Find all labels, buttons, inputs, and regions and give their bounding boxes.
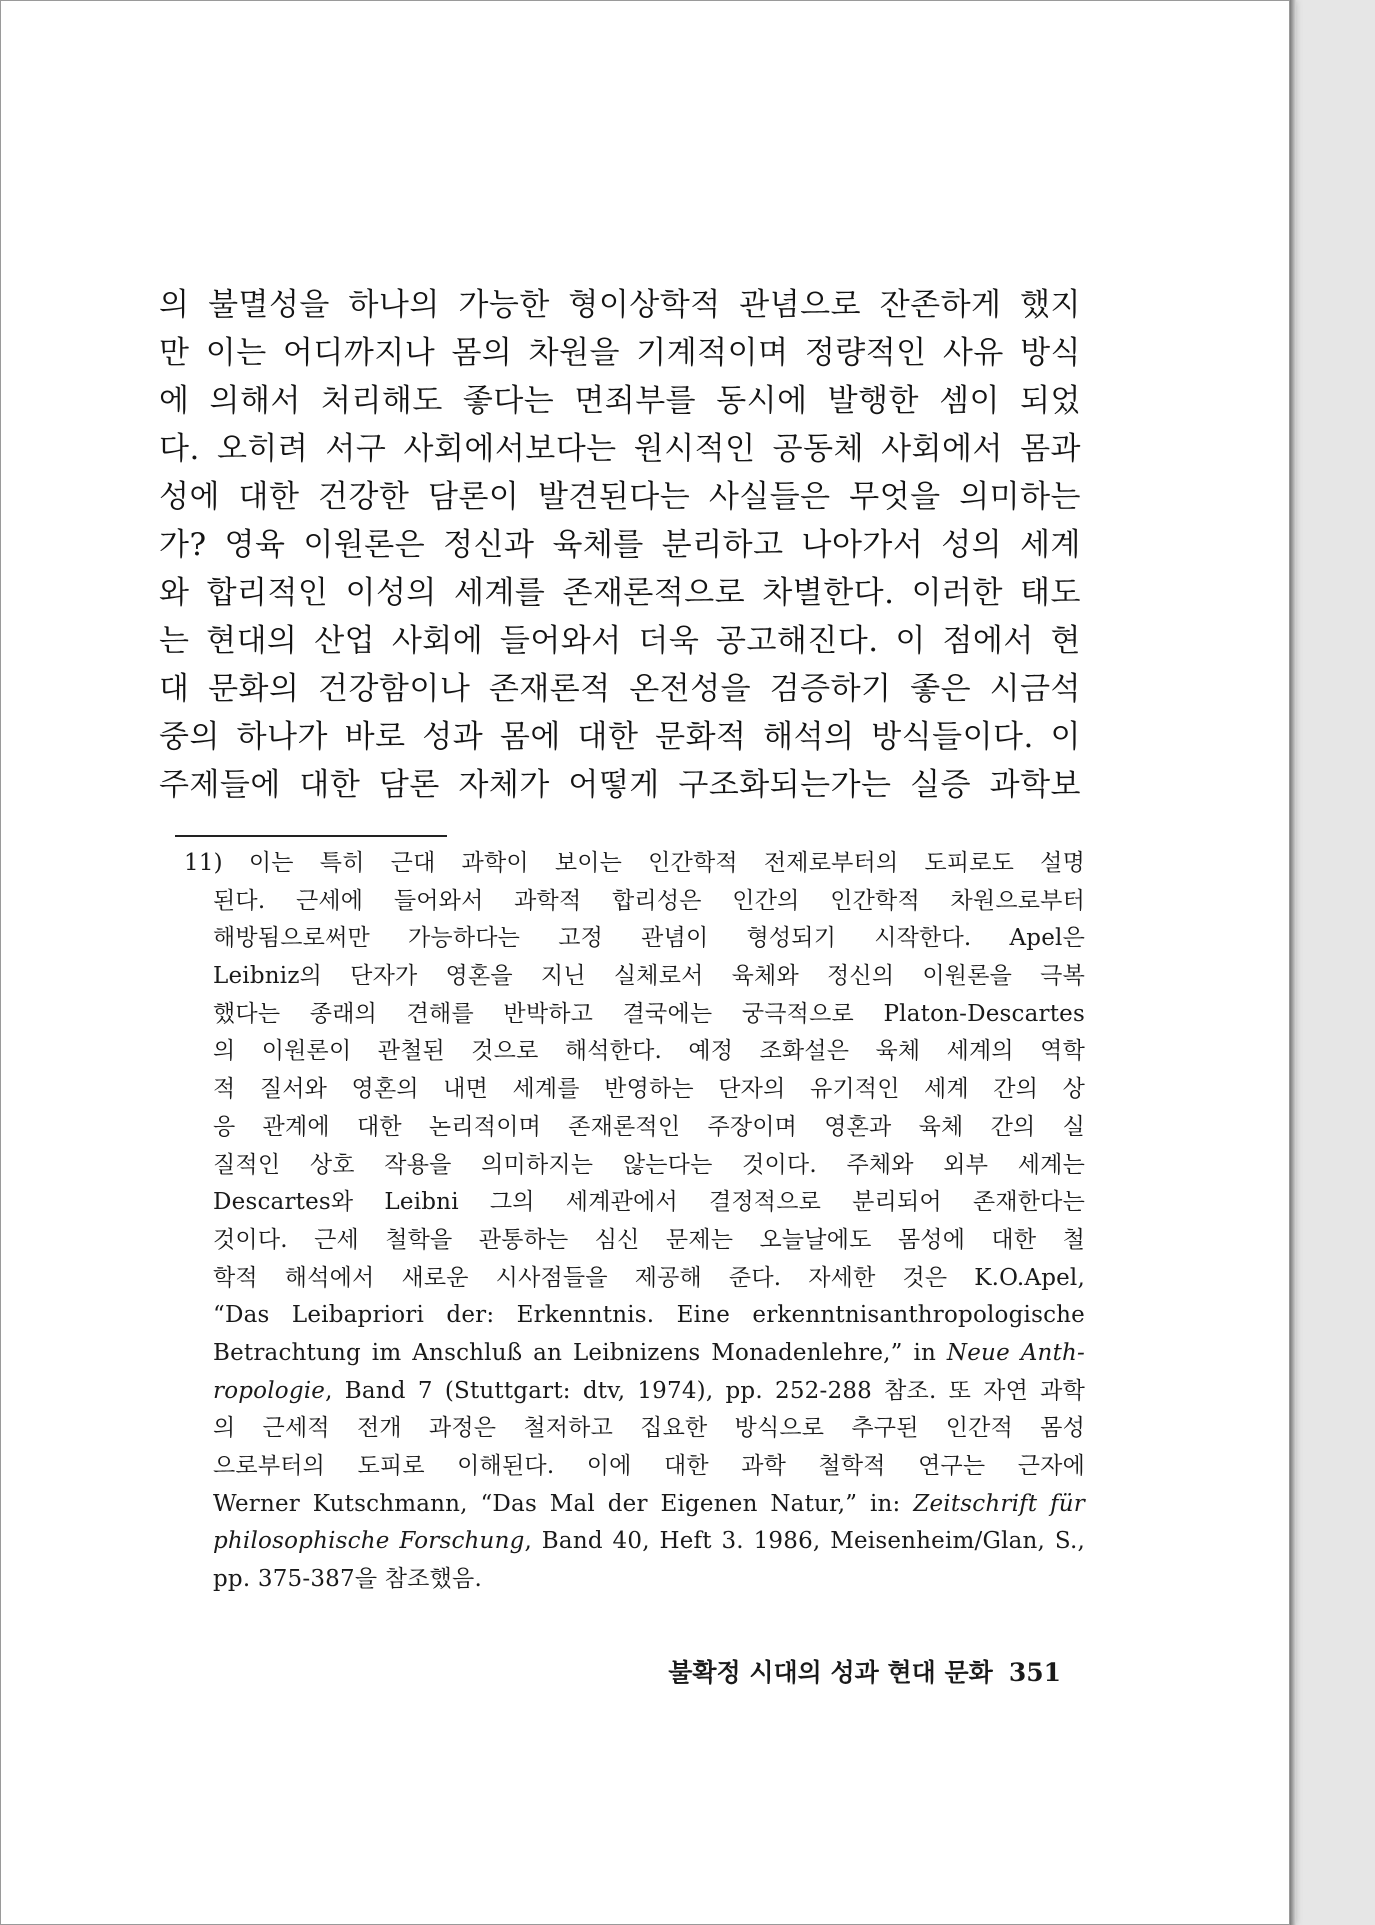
footnote-line: 11) 이는 특히 근대 과학이 보이는 인간학적 전제로부터의 도피로도 설명 <box>184 850 1085 876</box>
footnote-line: 의 근세적 전개 과정은 철저하고 집요한 방식으로 추구된 인간적 몸성 <box>213 1415 1085 1442</box>
footnote-line: pp. 375-387을 참조했음. <box>213 1566 482 1593</box>
footnote-text: , Band 40, Heft 3. 1986, Meisenheim/Glan, S., <box>524 1528 1085 1555</box>
body-line: 에 의해서 처리해도 좋다는 면죄부를 동시에 발행한 셈이 되었 <box>159 383 1081 419</box>
footnote-line <box>185 1335 1085 1373</box>
footnote-line: Descartes와 Leibni 그의 세계관에서 결정적으로 분리되어 존재한다는 <box>213 1189 1085 1216</box>
running-title: 불확정 시대의 성과 현대 문화 <box>668 1658 993 1687</box>
footnote-line <box>185 1373 1085 1411</box>
journal-title-italic: Zeitschrift für <box>913 1490 1085 1517</box>
footnote-text: , Band 7 (Stuttgart: dtv, 1974), pp. 252-288 참조. 또 자연 과학 <box>325 1377 1085 1404</box>
page-number: 351 <box>1008 1658 1061 1687</box>
body-line: 와 합리적인 이성의 세계를 존재론적으로 차별한다. 이러한 태도 <box>159 575 1081 611</box>
footnote-line: 으로부터의 도피로 이해된다. 이에 대한 과학 철학적 연구는 근자에 <box>213 1453 1085 1479</box>
footnote-line: 의 이원론이 관철된 것으로 해석한다. 예정 조화설은 육체 세계의 역학 <box>213 1038 1085 1065</box>
footnote-line <box>185 1523 1085 1561</box>
footnote-line <box>185 1486 1085 1524</box>
body-line: 는 현대의 산업 사회에 들어와서 더욱 공고해진다. 이 점에서 현 <box>159 623 1081 659</box>
footnote-line: “Das Leibapriori der: Erkenntnis. Eine erkenntnisanthropologische <box>213 1302 1085 1329</box>
footnote-text: Betrachtung im Anschluß an Leibnizens Monadenlehre,” in <box>213 1339 937 1366</box>
page-edge-shadow <box>1290 0 1296 1925</box>
footnote-line: 적 질서와 영혼의 내면 세계를 반영하는 단자의 유기적인 세계 간의 상 <box>213 1076 1085 1103</box>
body-line: 대 문화의 건강함이나 존재론적 온전성을 검증하기 좋은 시금석 <box>159 671 1081 707</box>
footnote-divider <box>175 835 447 837</box>
footnote-line: 질적인 상호 작용을 의미하지는 않는다는 것이다. 주체와 외부 세계는 <box>213 1151 1085 1178</box>
footnote-line: 된다. 근세에 들어와서 과학적 합리성은 인간의 인간학적 차원으로부터 <box>213 887 1085 914</box>
body-line: 주제들에 대한 담론 자체가 어떻게 구조화되는가는 실증 과학보 <box>159 767 1081 803</box>
body-line: 다. 오히려 서구 사회에서보다는 원시적인 공동체 사회에서 몸과 <box>159 431 1081 467</box>
footnote-text: Werner Kutschmann, “Das Mal der Eigenen Natur,” in: <box>213 1490 901 1517</box>
footnote-line: 해방됨으로써만 가능하다는 고정 관념이 형성되기 시작한다. Apel은 <box>213 925 1085 952</box>
body-line: 만 이는 어디까지나 몸의 차원을 기계적이며 정량적인 사유 방식 <box>159 335 1081 371</box>
journal-title-italic: ropologie <box>213 1377 326 1404</box>
footnote-line: Leibniz의 단자가 영혼을 지닌 실체로서 육체와 정신의 이원론을 극복 <box>213 963 1085 990</box>
body-paragraph <box>159 281 1081 809</box>
footnote-line: 것이다. 근세 철학을 관통하는 심신 문제는 오늘날에도 몸성에 대한 철 <box>213 1226 1085 1253</box>
footnote-line: 응 관계에 대한 논리적이며 존재론적인 주장이며 영혼과 육체 간의 실 <box>213 1113 1085 1140</box>
journal-title-italic: philosophische Forschung <box>213 1528 525 1555</box>
body-line: 중의 하나가 바로 성과 몸에 대한 문화적 해석의 방식들이다. 이 <box>159 719 1081 755</box>
body-line: 성에 대한 건강한 담론이 발견된다는 사실들은 무엇을 의미하는 <box>159 479 1081 515</box>
footnote-line: 했다는 종래의 견해를 반박하고 결국에는 궁극적으로 Platon-Descartes <box>213 1000 1085 1027</box>
footnote-11 <box>185 845 1085 1599</box>
journal-title-italic: Neue Anth- <box>946 1339 1085 1366</box>
running-footer <box>621 1653 1061 1693</box>
body-line: 가? 영육 이원론은 정신과 육체를 분리하고 나아가서 성의 세계 <box>159 527 1081 563</box>
footnote-line: 학적 해석에서 새로운 시사점들을 제공해 준다. 자세한 것은 K.O.Apel, <box>213 1264 1085 1291</box>
body-line: 의 불멸성을 하나의 가능한 형이상학적 관념으로 잔존하게 했지 <box>159 287 1081 323</box>
